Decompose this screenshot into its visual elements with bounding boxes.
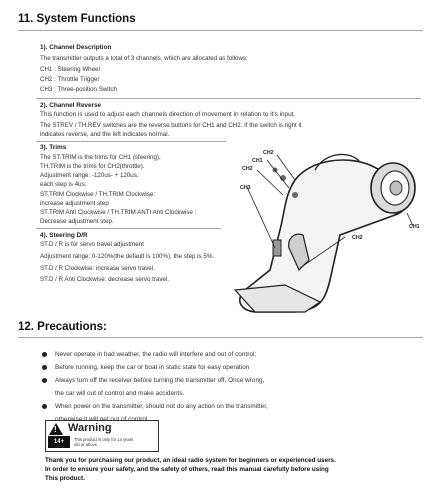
subsection-divider: [36, 228, 221, 229]
channel-label: Steering Wheel: [57, 66, 100, 73]
channel-row: CH3 : Three-position Switch: [40, 86, 117, 93]
channel-reverse-line1: This function is used to adjust each channels direction of movement in relation to it's input.: [40, 111, 296, 118]
warning-text-line1: This product is only for 14 years: [74, 437, 134, 442]
trims-line: TH.TRIM is the trims for CH2(throttle).: [40, 163, 145, 170]
precaution-item: Always turn off the receiver before turning the transmitter off. Once wrong,: [55, 377, 265, 384]
precaution-item: Never operate in bad weather, the radio will interfere and out of control;: [55, 351, 257, 358]
channel-description-intro: The transmitter outputs a total of 3 channels, which are allocated as follows:: [40, 55, 248, 62]
diagram-label-ch2: CH2: [263, 150, 274, 156]
thanks-line3: This product.: [45, 475, 85, 482]
diagram-label-ch1: CH1: [409, 224, 420, 230]
diagram-label-ch2: CH2: [242, 166, 253, 172]
section-divider: [18, 30, 423, 31]
trims-line: ST.TRIM Anti Clockwise / TH.TRIM ANTI Anti Clockwise :: [40, 209, 197, 216]
trims-line: Adjustment range: -120us- + 120us,: [40, 172, 139, 179]
trims-line: Decrease adjustment step.: [40, 218, 114, 225]
steering-dr-line: ST.D / R Anti Clockwise: decrease servo travel.: [40, 276, 169, 283]
steering-dr-heading: 4). Steering D/R: [40, 232, 88, 239]
warning-box: [45, 420, 159, 452]
channel-label: Three-position Switch: [57, 86, 117, 93]
precaution-item-continuation: the car will out of control and make accidents.: [55, 390, 185, 397]
bullet-icon: [42, 365, 47, 370]
diagram-label-ch3: CH3: [240, 185, 251, 191]
precaution-item: Before running, keep the car or boat in static state for easy operation: [55, 364, 250, 371]
bullet-icon: [42, 404, 47, 409]
thanks-line2: In order to ensure your safety, and the safety of others, read this manual carefully before using: [45, 466, 329, 473]
warning-triangle-icon: !: [49, 423, 63, 435]
section-title-system-functions: 11. System Functions: [18, 13, 136, 25]
trims-line: increase adjustment step: [40, 200, 109, 207]
channel-id: CH3: [40, 86, 53, 93]
channel-reverse-line3: indicates reverse, and the left indicates normal.: [40, 131, 170, 138]
section-title-precautions: 12. Precautions:: [18, 321, 107, 333]
section-divider: [18, 337, 423, 338]
subsection-divider: [36, 98, 421, 99]
thanks-line1: Thank you for purchasing our product, an ideal radio system for beginners or experienced users.: [45, 457, 336, 464]
steering-dr-line: ST.D / R is for servo travel adjustment: [40, 241, 144, 248]
trims-heading: 3). Trims: [40, 144, 67, 151]
transmitter-diagram: [225, 140, 420, 330]
subsection-divider: [36, 141, 226, 142]
channel-reverse-heading: 2). Channel Reverse: [40, 102, 102, 109]
precaution-item: When power on the transmitter, should not do any action on the transmitter,: [55, 403, 268, 410]
channel-reverse-line2: The STREV / TH.REV switches are the reverse buttons for CH1 and CH2. If the switch is right it: [40, 122, 302, 129]
trims-line: The ST.TRIM is the trims for CH1 (steering),: [40, 154, 161, 161]
steering-dr-line: Adjustment range: 0-120%(the default is 100%), the step is 5%.: [40, 253, 215, 260]
channel-row: CH2 : Throttle Trigger: [40, 76, 100, 83]
channel-id: CH1: [40, 66, 53, 73]
bullet-icon: [42, 352, 47, 357]
bullet-icon: [42, 378, 47, 383]
trims-line: ST.TRIM Clockwise / TH.TRIM Clockwise:: [40, 191, 156, 198]
diagram-label-ch2: CH2: [352, 235, 363, 241]
age-restriction-icon: 14+: [48, 436, 70, 448]
warning-title: Warning: [68, 422, 112, 434]
warning-text-line2: old or above: [74, 442, 98, 447]
channel-row: CH1 : Steering Wheel: [40, 66, 100, 73]
trims-line: each step is 4us;: [40, 181, 87, 188]
steering-dr-line: ST.D / R Clockwise: increase servo travel.: [40, 265, 155, 272]
channel-label: Throttle Trigger: [57, 76, 100, 83]
channel-description-heading: 1). Channel Description: [40, 44, 112, 51]
diagram-label-ch1: CH1: [252, 158, 263, 164]
three-position-switch-shape: [273, 240, 281, 256]
channel-id: CH2: [40, 76, 53, 83]
